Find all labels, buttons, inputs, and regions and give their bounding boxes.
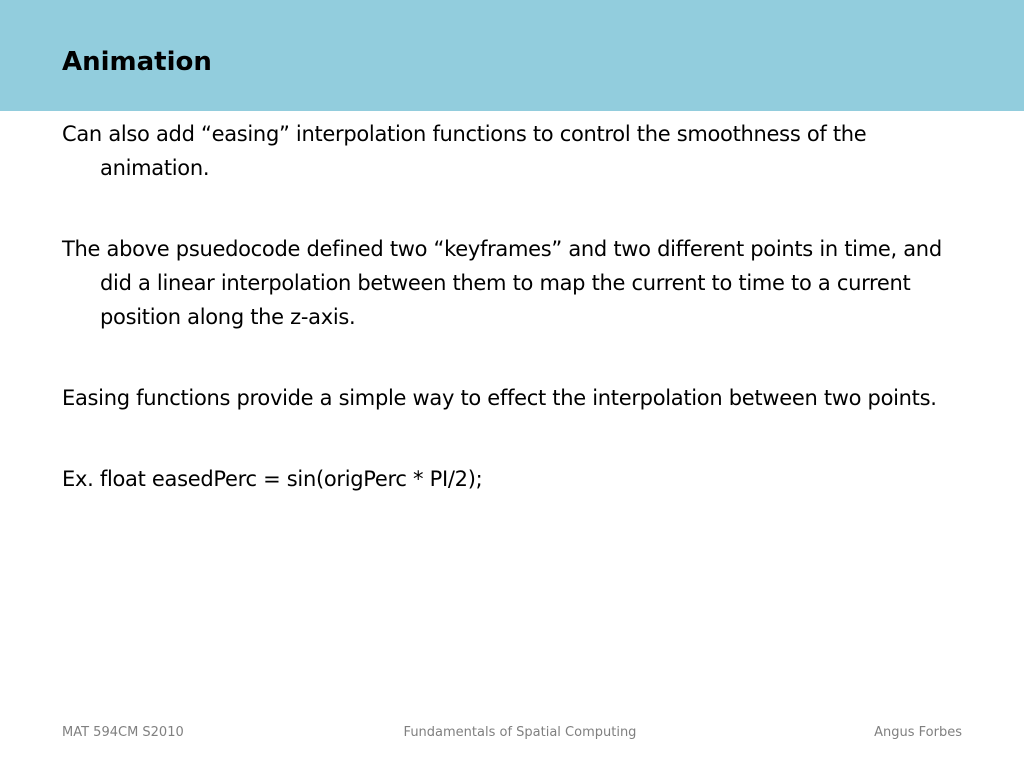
body-paragraph-2: The above psuedocode defined two “keyframes” and two different points in time, and did a linear interpolation between them to map the current to time to a current position along the z-axis. [62,237,942,329]
body-paragraph-3: Easing functions provide a simple way to effect the interpolation between two points. [62,386,937,410]
footer-course-title: Fundamentals of Spatial Computing [403,725,637,740]
footer-author: Angus Forbes [874,725,962,740]
body-paragraph-1: Can also add “easing” interpolation functions to control the smoothness of the animation. [62,122,867,180]
footer-course: MAT 594CM S2010 [62,725,184,740]
slide-body [62,117,962,496]
slide-title: Animation [62,47,212,77]
body-paragraph-4: Ex. float easedPerc = sin(origPerc * PI/2); [62,467,483,491]
title-bar [0,0,1024,111]
